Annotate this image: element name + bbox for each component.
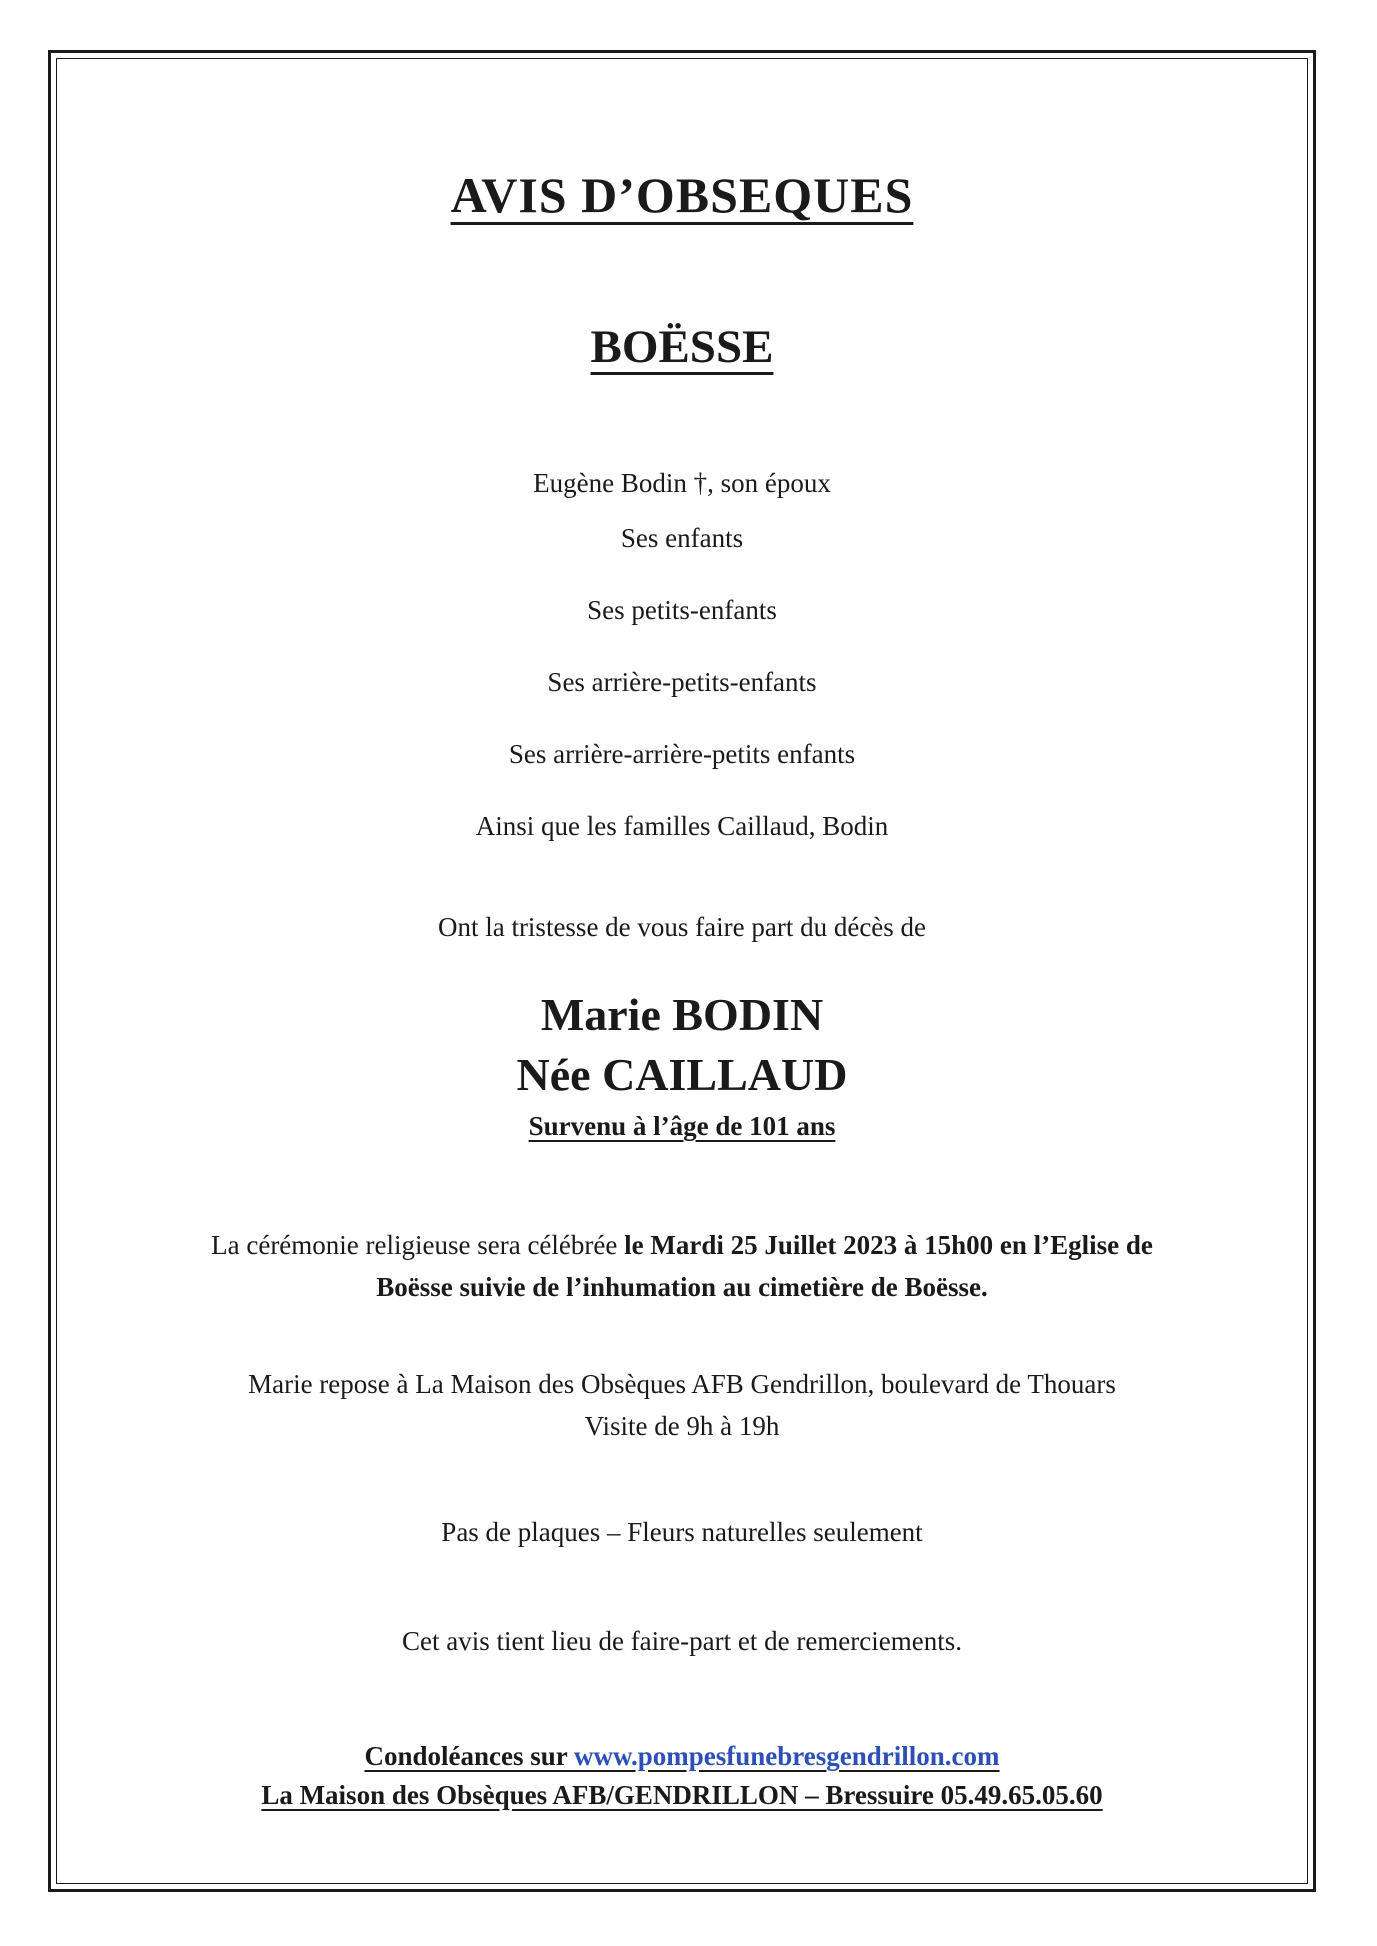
ceremony-details xyxy=(56,1224,1308,1308)
condolences-label: Condoléances sur xyxy=(364,1741,574,1771)
family-line: Ses petits-enfants xyxy=(587,595,777,625)
deceased-name: Marie BODIN xyxy=(540,989,824,1040)
deceased-age: Survenu à l’âge de 101 ans xyxy=(528,1111,836,1141)
flowers-note: Pas de plaques – Fleurs naturelles seulement xyxy=(441,1517,923,1547)
rest-location: Marie repose à La Maison des Obsèques AFB Gendrillon, boulevard de Thouars xyxy=(248,1369,1116,1399)
family-line: Eugène Bodin †, son époux xyxy=(533,468,831,498)
family-line: Ses arrière-arrière-petits enfants xyxy=(508,739,856,769)
notice-title: AVIS D’OBSEQUES xyxy=(450,167,914,223)
funeral-home-contact: La Maison des Obsèques AFB/GENDRILLON – Bressuire 05.49.65.05.60 xyxy=(261,1780,1103,1810)
family-line: Ses enfants xyxy=(620,523,744,553)
announcement-intro: Ont la tristesse de vous faire part du décès de xyxy=(437,912,927,942)
notice-page xyxy=(56,58,1308,1884)
notice-statement: Cet avis tient lieu de faire-part et de remerciements. xyxy=(402,1626,962,1656)
family-line: Ainsi que les familles Caillaud, Bodin xyxy=(475,811,889,841)
ceremony-date-place: le Mardi 25 Juillet 2023 à 15h00 en l’Eglise de xyxy=(624,1230,1153,1260)
visiting-hours: Visite de 9h à 19h xyxy=(584,1411,780,1441)
place-name: BOËSSE xyxy=(590,321,774,373)
deceased-maiden-name: Née CAILLAUD xyxy=(516,1049,848,1100)
ceremony-line-1 xyxy=(56,1224,1308,1266)
ceremony-lead: La cérémonie religieuse sera célébrée xyxy=(211,1230,625,1260)
ceremony-line-2 xyxy=(56,1266,1308,1308)
website-link[interactable]: www.pompesfunebresgendrillon.com xyxy=(574,1741,1000,1771)
condolences-line xyxy=(56,1741,1308,1772)
ceremony-burial: Boësse suivie de l’inhumation au cimetière de Boësse. xyxy=(376,1272,988,1302)
family-line: Ses arrière-petits-enfants xyxy=(547,667,817,697)
